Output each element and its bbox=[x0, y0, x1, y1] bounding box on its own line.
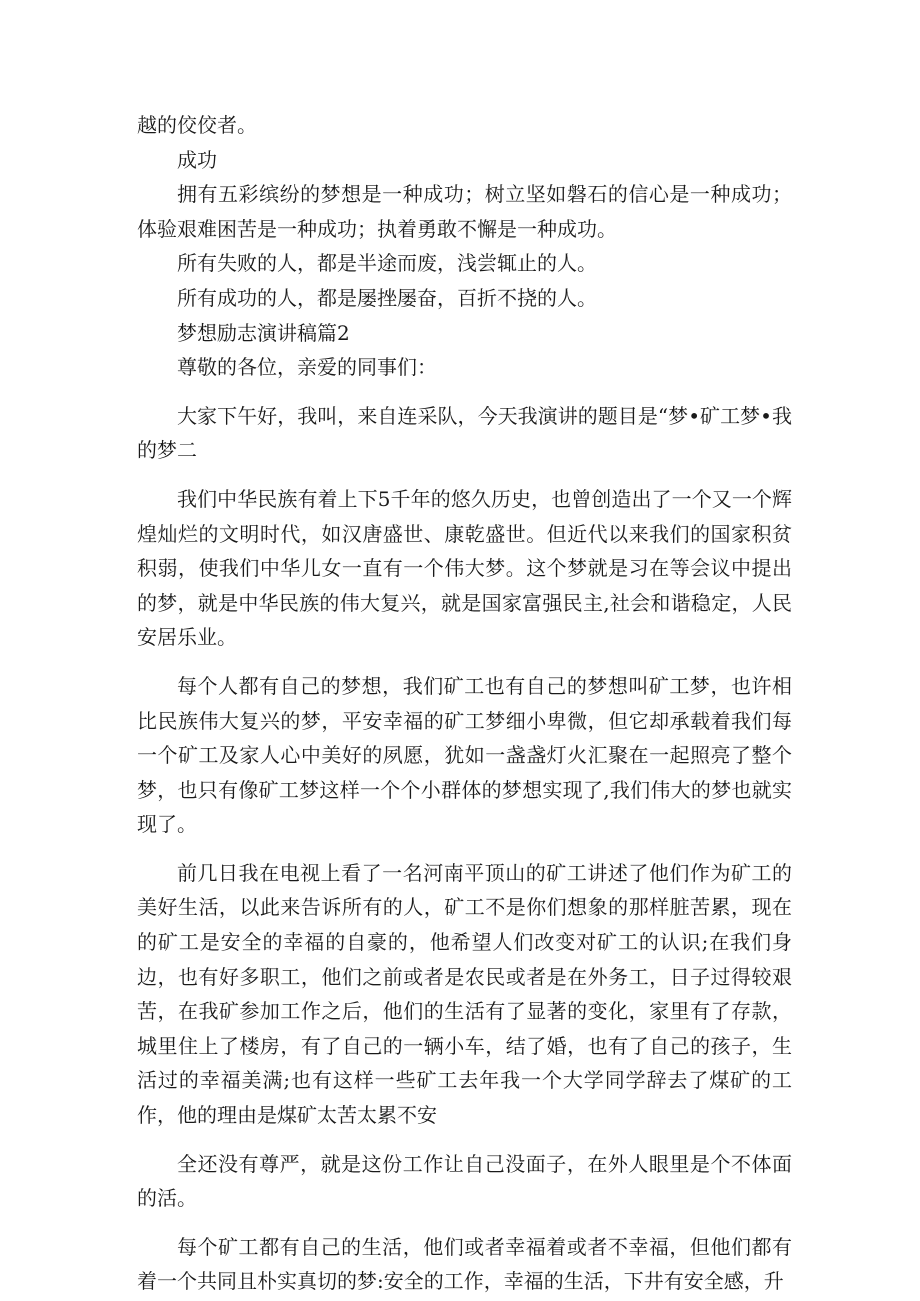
paragraph: 全还没有尊严，就是这份工作让自己没面子，在外人眼里是个不体面的活。 bbox=[137, 1151, 792, 1211]
spacer bbox=[137, 468, 792, 482]
section-heading: 成功 bbox=[177, 147, 217, 172]
salutation: 尊敬的各位，亲爱的同事们： bbox=[177, 355, 437, 380]
paragraph: 每个矿工都有自己的生活，他们或者幸福着或者不幸福，但他们都有着一个共同且朴实真切的梦:安全的工作，幸福的生活，下井有安全感，升 bbox=[137, 1234, 792, 1294]
spacer bbox=[137, 1216, 792, 1230]
spacer bbox=[137, 655, 792, 669]
paragraph: 大家下午好，我叫，来自连采队，今天我演讲的题目是“梦•矿工梦•我的梦二 bbox=[137, 403, 792, 463]
spacer bbox=[137, 842, 792, 856]
paragraph: 我们中华民族有着上下5千年的悠久历史，也曾创造出了一个又一个辉煌灿烂的文明时代，如汉唐盛世、康乾盛世。但近代以来我们的国家积贫积弱，使我们中华儿女一直有一个伟大梦。这个梦就是习在等会议中提出的梦，就是中华民族的伟大复兴，就是国家富强民主,社会和谐稳定，人民安居乐业。 bbox=[137, 486, 792, 650]
paragraph: 前几日我在电视上看了一名河南平顶山的矿工讲述了他们作为矿工的美好生活，以此来告诉所有的人，矿工不是你们想象的那样脏苦累，现在的矿工是安全的幸福的自豪的，他希望人们改变对矿工的认识;在我们身边，也有好多职工，他们之前或者是农民或者是在外务工，日子过得较艰苦，在我矿参加工作之后，他们的生活有了显著的变化，家里有了存款，城里住上了楼房，有了自己的一辆小车，结了婚，也有了自己的孩子，生活过的幸福美满;也有这样一些矿工去年我一个大学同学辞去了煤矿的工作，他的理由是煤矿太苦太累不安 bbox=[137, 860, 792, 1128]
paragraph-continuation: 越的佼佼者。 bbox=[137, 113, 257, 137]
spacer bbox=[137, 385, 792, 399]
paragraph: 每个人都有自己的梦想，我们矿工也有自己的梦想叫矿工梦，也许相比民族伟大复兴的梦，平安幸福的矿工梦细小卑微，但它却承载着我们每一个矿工及家人心中美好的夙愿，犹如一盏盏灯火汇聚在一起照亮了整个梦，也只有像矿工梦这样一个个小群体的梦想实现了,我们伟大的梦也就实现了。 bbox=[137, 673, 792, 837]
paragraph: 所有成功的人，都是屡挫屡奋，百折不挠的人。 bbox=[177, 285, 597, 310]
spacer bbox=[137, 1133, 792, 1147]
paragraph: 所有失败的人，都是半途而废，浅尝辄止的人。 bbox=[177, 251, 597, 276]
section-heading: 梦想励志演讲稿篇2 bbox=[177, 320, 350, 345]
paragraph: 拥有五彩缤纷的梦想是一种成功；树立坚如磐石的信心是一种成功；体验艰难困苦是一种成功；执着勇敢不懈是一种成功。 bbox=[137, 182, 792, 241]
